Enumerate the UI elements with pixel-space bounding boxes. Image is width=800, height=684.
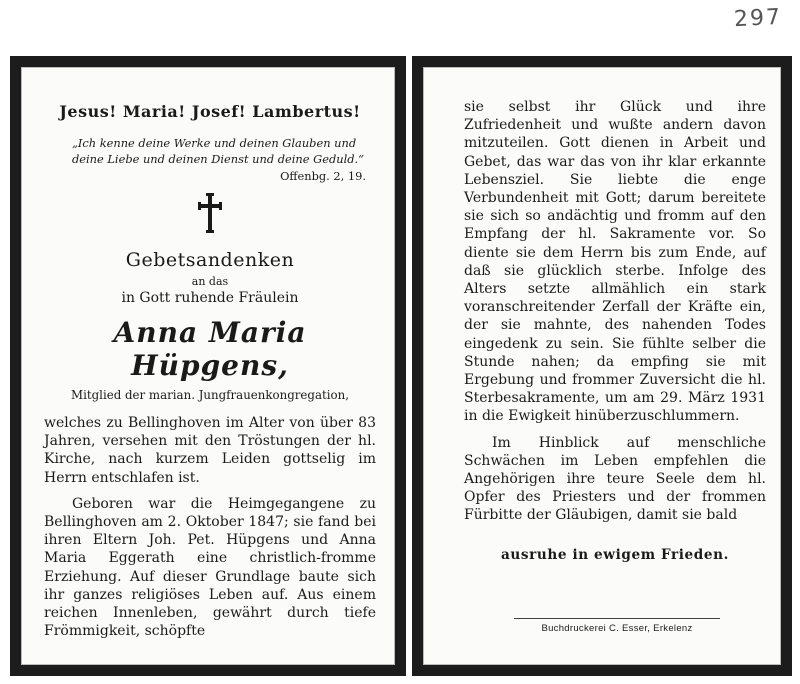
obituary-paragraph: welches zu Bellinghoven im Alter von über 83 Jahren, versehen mit den Tröstungen der hl. Kirche, nach kurzem Leiden gottselig im Herrn entschlafen ist. xyxy=(44,415,376,486)
biography-continued-paragraph: sie selbst ihr Glück und ihre Zufriedenheit und wußte andern davon mitzuteilen. Gott dienen in Arbeit und Gebet, das war das von ihr klar erkannte Lebensziel. Sie liebte die enge Verbundenheit mit Gott; darum bereitete sie sich so andächtig und fromm auf den Empfang der hl. Sakramente vor. So diente sie dem Herrn bis zum Ende, auf daß sie glücklich sterbe. Infolge des Alters setzte allmählich ein stark voranschreitender Zerfall der Kräfte ein, der sie mahnte, des nahenden Todes eingedenk zu sein. Sie fühlte selber die Stunde nahen; da empfing sie mit Ergebung und frommer Zuversicht die hl. Sterbesakramente, um am 29. März 1931 in die Ewigkeit hinüberzuschlummern. xyxy=(464,99,766,425)
prayer-request-paragraph: Im Hinblick auf menschliche Schwächen im Leben empfehlen die Angehörigen ihre teure Seele dem hl. Opfer des Priesters und der frommen Fürbitte der Gläubigen, damit sie bald xyxy=(464,434,766,524)
left-page-card xyxy=(10,56,406,676)
right-page-inner xyxy=(423,67,781,665)
deceased-name: Anna Maria Hüpgens, xyxy=(113,316,307,382)
archive-number: 297 xyxy=(733,4,783,33)
left-page-inner xyxy=(21,67,395,665)
closing-line: ausruhe in ewigem Frieden. xyxy=(501,546,729,563)
printer-imprint: Buchdruckerei C. Esser, Erkelenz xyxy=(514,618,720,634)
membership-line: Mitglied der marian. Jungfrauenkongregation, xyxy=(71,388,349,402)
invocation-heading: Jesus! Maria! Josef! Lambertus! xyxy=(59,102,361,121)
memorial-subheading-2: in Gott ruhende Fräulein xyxy=(121,290,299,306)
cross-icon xyxy=(197,193,223,233)
memorial-subheading-1: an das xyxy=(191,275,229,288)
memorial-heading: Gebetsandenken xyxy=(125,249,295,271)
biography-paragraph: Geboren war die Heimgegangene zu Bellinghoven am 2. Oktober 1847; sie fand bei ihren Eltern Joh. Pet. Hüpgens und Anna Maria Eggerath eine christlich-fromme Erziehung. Auf dieser Grundlage baute sich ihr ganzes religiöses Leben auf. Aus einem reichen Innenleben, gewährt durch tiefe Frömmigkeit, schöpfte xyxy=(44,495,376,640)
cross-icon-wrap xyxy=(44,193,376,237)
right-page-card xyxy=(412,56,792,676)
quote-reference: Offenbg. 2, 19. xyxy=(280,169,366,183)
bible-quote: „Ich kenne deine Werke und deinen Glauben und deine Liebe und deinen Dienst und deine Geduld.“ xyxy=(72,136,364,166)
